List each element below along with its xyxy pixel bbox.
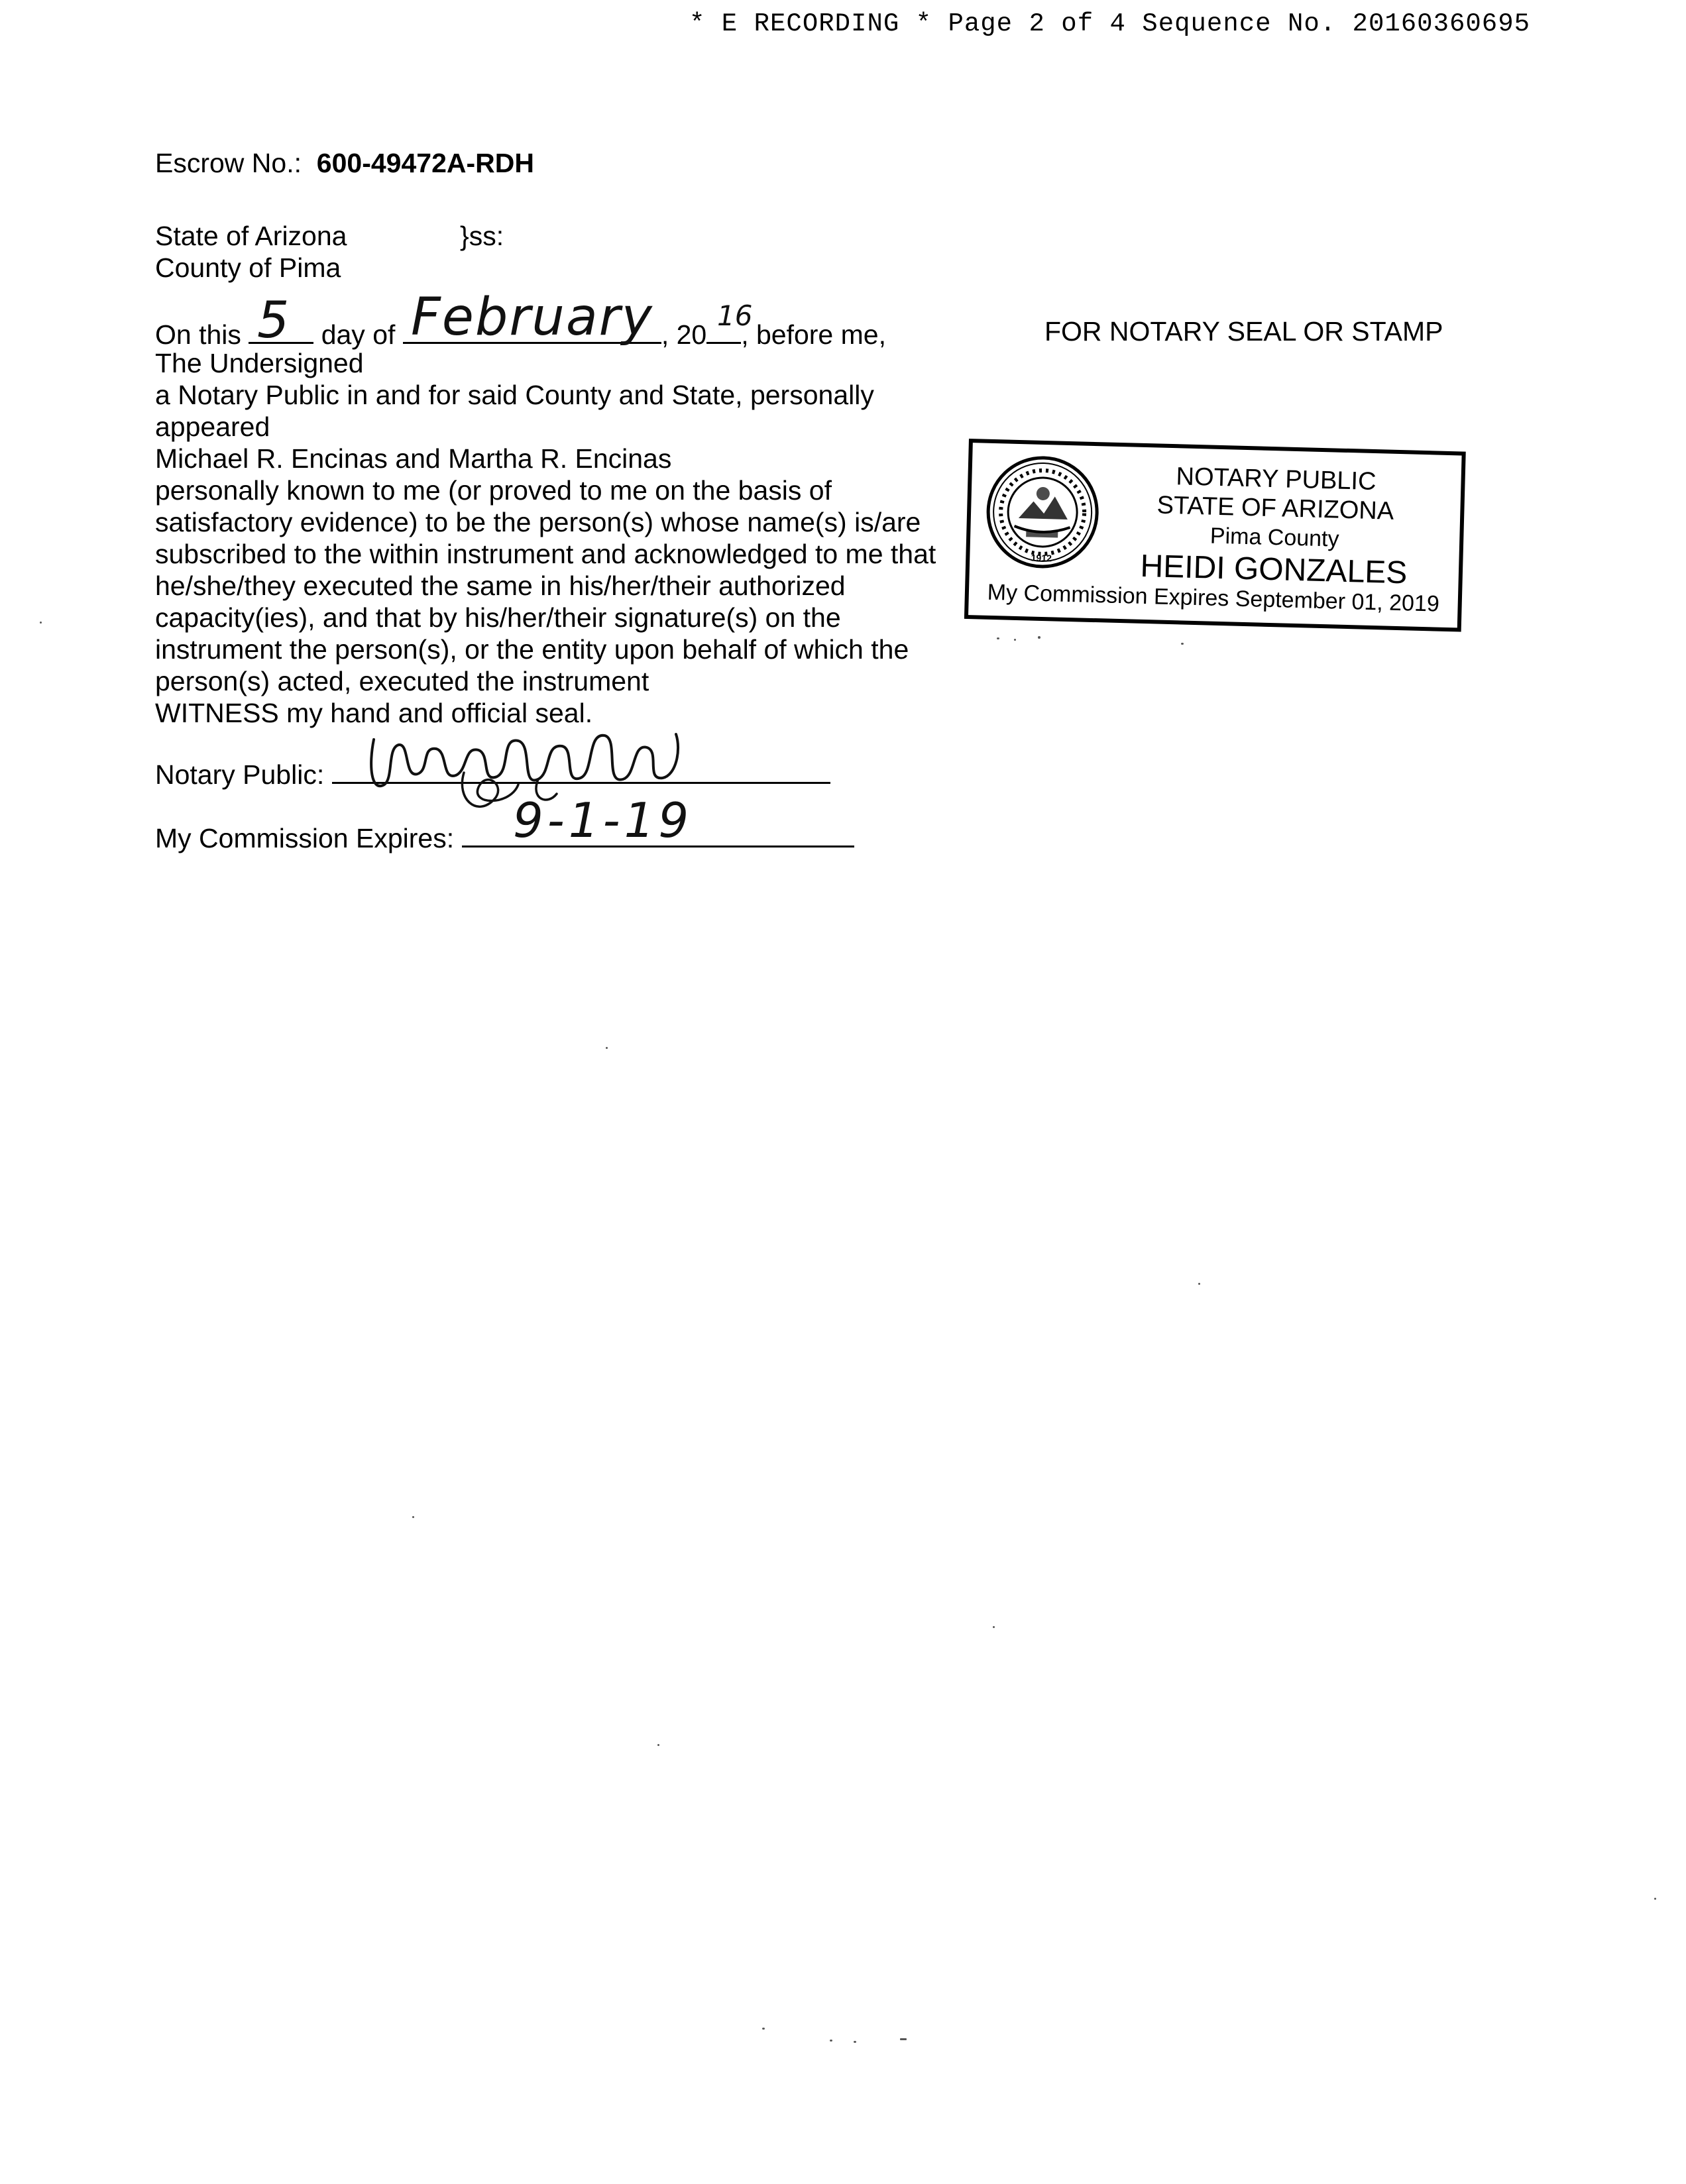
notary-public-line: a Notary Public in and for said County and State, personally (155, 380, 874, 410)
scan-speck (606, 1047, 608, 1049)
scan-speck (997, 637, 999, 639)
seal-year: 1912 (1031, 552, 1052, 564)
scan-speck (830, 2040, 832, 2042)
witness-line: WITNESS my hand and official seal. (155, 698, 593, 728)
scan-speck (1654, 1898, 1656, 1900)
handwritten-day: 5 (257, 290, 290, 349)
scan-speck (900, 2038, 907, 2040)
stamp-state: STATE OF ARIZONA (1156, 491, 1394, 525)
body-line: he/she/they executed the same in his/her/their authorized (155, 571, 846, 601)
expires-label: My Commission Expires: (155, 823, 455, 853)
year-prefix: , 20 (661, 319, 707, 350)
body-line: instrument the person(s), or the entity upon behalf of which the (155, 634, 909, 665)
stamp-county: Pima County (1209, 523, 1340, 552)
recording-header: * E RECORDING * Page 2 of 4 Sequence No. 20160360695 (689, 9, 1530, 38)
handwritten-expiry: 9-1-19 (513, 792, 693, 848)
notary-seal-label: FOR NOTARY SEAL OR STAMP (1044, 316, 1443, 347)
undersigned-line: The Undersigned (155, 348, 364, 378)
venue-county: County of Pima (155, 252, 341, 283)
escrow-line (155, 147, 534, 179)
venue-ss: }ss: (460, 221, 504, 251)
scan-speck (762, 2028, 765, 2030)
scan-speck (1181, 643, 1184, 645)
on-this-label: On this (155, 319, 241, 350)
body-line: capacity(ies), and that by his/her/their signature(s) on the (155, 602, 841, 633)
notary-stamp (964, 439, 1466, 632)
stamp-title: NOTARY PUBLIC (1176, 463, 1377, 496)
day-of-label: day of (321, 319, 396, 350)
handwritten-month: February (411, 288, 653, 347)
scan-speck (854, 2041, 856, 2043)
body-line: personally known to me (or proved to me on the basis of (155, 475, 832, 506)
scan-speck (1038, 636, 1040, 639)
handwritten-year: 16 (717, 300, 753, 332)
scan-speck (1014, 639, 1016, 641)
stamp-commission-expires: My Commission Expires September 01, 2019 (987, 579, 1440, 617)
scan-speck (993, 1626, 995, 1628)
body-line: person(s) acted, executed the instrument (155, 666, 649, 696)
before-me-label: , before me, (741, 319, 886, 350)
scan-speck (412, 1516, 414, 1518)
notary-public-label: Notary Public: (155, 759, 325, 790)
stamp-notary-name: HEIDI GONZALES (1139, 548, 1408, 591)
scan-speck (1198, 1283, 1200, 1285)
scan-speck (40, 622, 42, 624)
body-line: subscribed to the within instrument and acknowledged to me that (155, 539, 936, 569)
appearing-names: Michael R. Encinas and Martha R. Encinas (155, 443, 672, 474)
commission-expires-line (155, 819, 854, 854)
appeared-line: appeared (155, 411, 270, 442)
venue-state: State of Arizona (155, 221, 347, 251)
escrow-number: 600-49472A-RDH (316, 148, 534, 178)
escrow-label: Escrow No.: (155, 148, 302, 178)
body-line: satisfactory evidence) to be the person(s) whose name(s) is/are (155, 507, 921, 537)
scan-speck (657, 1744, 659, 1746)
